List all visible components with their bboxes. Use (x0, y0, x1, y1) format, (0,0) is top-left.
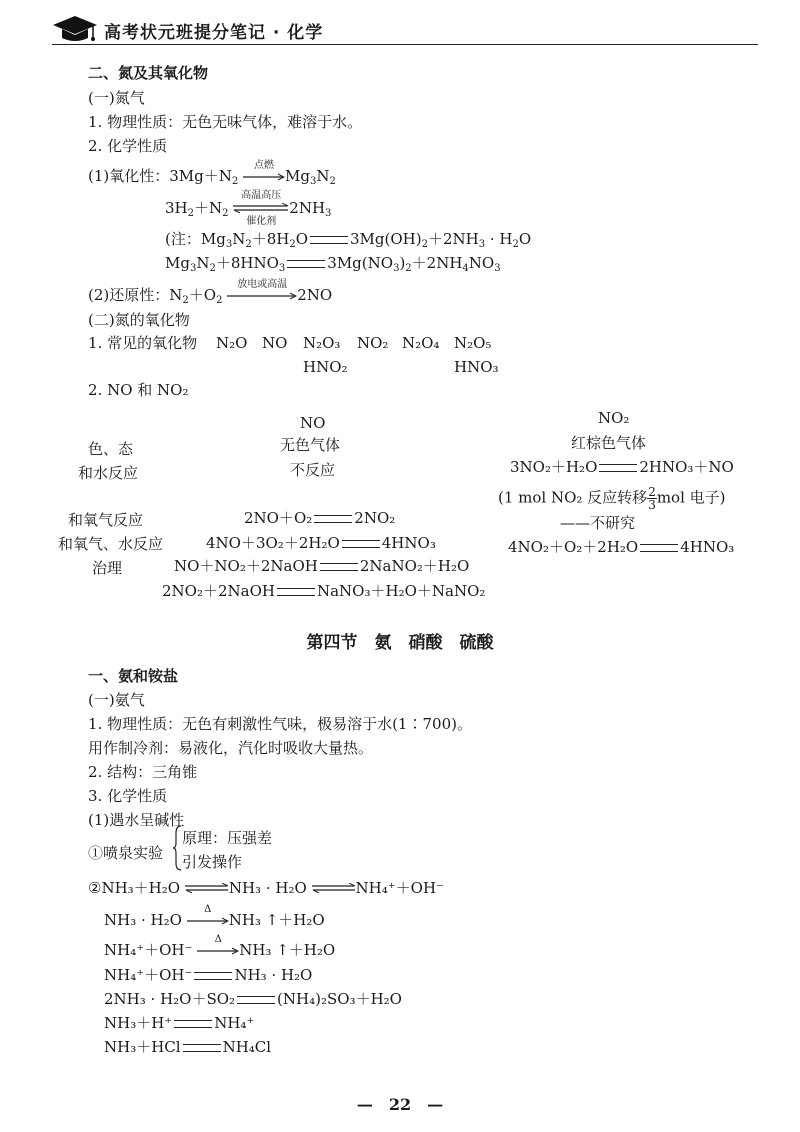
subheading: (二)氮的氧化物 (88, 311, 190, 329)
eq-text: 2NH (289, 199, 326, 217)
eq-text: ＋N (194, 199, 223, 217)
eq-text: NH₄⁺ (214, 1014, 255, 1032)
condition: 放电或高温 (237, 279, 288, 290)
eq-text: mol 电子) (656, 488, 726, 507)
eq-text: NH₃＋HCl (104, 1038, 181, 1056)
equals-sign (599, 464, 637, 472)
denominator: 3 (648, 498, 656, 512)
oxide: N₂O₅ (454, 334, 492, 352)
row-label: 和水反应 (78, 464, 139, 482)
oxide: N₂O (216, 334, 248, 352)
eq-text: 2NaNO₂＋H₂O (359, 557, 470, 575)
eq-text: O (518, 230, 532, 248)
eq-text: ) (399, 254, 406, 272)
cell (162, 582, 485, 600)
eq-text: N (232, 230, 246, 248)
paragraph: 1. 常见的氧化物 (88, 334, 198, 352)
paragraph: (1)遇水呈碱性 (88, 811, 185, 829)
eq-text: Mg (165, 254, 190, 272)
label: (1)氧化性： (88, 167, 170, 185)
equation-line: (1)氧化性：$3Mg+N_2$ 点燃 $Mg_3N_2$ (88, 160, 336, 187)
condition: Δ (214, 934, 222, 945)
reaction-arrow (187, 904, 229, 925)
col-header: NO (300, 414, 326, 432)
eq-text: 3Mg＋N (169, 167, 232, 185)
paragraph: 2. NO 和 NO₂ (88, 381, 189, 399)
eq-text: NH₄Cl (222, 1038, 272, 1056)
equation-line (104, 1014, 254, 1032)
equation-line: (2)还原性：$N_2+O_2$ 放电或高温 2NO (88, 279, 333, 306)
equals-sign (342, 540, 380, 548)
paragraph: ①喷泉实验 (88, 844, 164, 862)
cell (498, 486, 726, 511)
eq-text: NH₄⁺＋OH⁻ (104, 966, 193, 984)
eq-text: NH₃＋H⁺ (104, 1014, 173, 1032)
condition: Δ (204, 904, 212, 915)
eq-text: 4HNO₃ (381, 534, 436, 552)
paragraph: 引发操作 (182, 853, 243, 871)
eq-text: NH₃ ↑＋H₂O (228, 911, 325, 929)
section-heading: 一、氨和铵盐 (88, 667, 179, 685)
eq-text: NH₃ ↑＋H₂O (239, 941, 336, 959)
col-header: NO₂ (598, 409, 630, 427)
eq-text: Mg (285, 167, 311, 185)
reaction-arrow (227, 279, 297, 300)
equation-line (104, 990, 402, 1008)
oxide: N₂O₃ (303, 334, 341, 352)
eq-text: ②NH₃＋H₂O (88, 879, 181, 897)
eq-text: NH₃ · H₂O (228, 879, 307, 897)
header-title: 高考状元班提分笔记 · 化学 (104, 23, 324, 43)
acid: HNO₃ (454, 358, 499, 376)
eq-text: ＋2NH (427, 230, 479, 248)
equals-sign (183, 1044, 221, 1052)
equals-sign (640, 544, 678, 552)
eq-text: 2NH₃ · H₂O＋SO₂ (104, 990, 236, 1008)
reversible-arrow (185, 883, 229, 893)
graduation-cap-icon (52, 14, 98, 44)
eq-text: ＋2NH (411, 254, 463, 272)
eq-text: 2HNO₃＋NO (639, 458, 734, 476)
equals-sign (174, 1020, 212, 1028)
eq-text: ＋8H (251, 230, 290, 248)
brace-icon (172, 825, 182, 871)
eq-text: 3Mg(OH) (350, 230, 422, 248)
subheading: (一)氨气 (88, 691, 145, 709)
equals-sign (314, 515, 352, 523)
equation-line (88, 879, 444, 897)
eq-text: 2NO＋O₂ (244, 509, 313, 527)
fraction (647, 486, 657, 511)
oxide: NO₂ (357, 334, 389, 352)
eq-text: 4NO＋3O₂＋2H₂O (206, 534, 340, 552)
equation-line: $3H_2+N_2$ 高温高压 催化剂 $2NH_3$ (165, 190, 332, 227)
eq-text: ＋O (188, 286, 217, 304)
reversible-arrow (312, 883, 356, 893)
subheading: (一)氮气 (88, 89, 145, 107)
cell: 不反应 (290, 461, 336, 479)
equals-sign (310, 236, 348, 244)
condition: 点燃 (254, 160, 275, 171)
reaction-arrow (243, 160, 285, 181)
cell (244, 509, 395, 527)
eq-text: NO (468, 254, 495, 272)
eq-text: 2NO (297, 286, 333, 304)
eq-text: 2NO₂＋2NaOH (162, 582, 275, 600)
section-title: 第四节 氨 硝酸 硫酸 (306, 633, 494, 653)
eq-text: NH₄⁺＋OH⁻ (104, 941, 193, 959)
equation-line: $Mg_3N_2+8HNO_3$ $3Mg(NO_3)_2+2NH_4NO_3$ (165, 254, 501, 274)
row-label: 色、态 (88, 440, 134, 458)
equals-sign (320, 563, 358, 571)
eq-text: 3H (165, 199, 188, 217)
paragraph: 3. 化学性质 (88, 787, 168, 805)
paragraph: 原理：压强差 (182, 829, 273, 847)
eq-text: (2)还原性：N (88, 286, 183, 304)
equation-line: (注：$Mg_3N_2+8H_2O$ $3Mg(OH)_2+2NH_3 \cdot H_2O$ (165, 230, 532, 250)
cell (508, 538, 734, 556)
cell (510, 458, 734, 476)
cell (174, 557, 469, 575)
paragraph: 1. 物理性质：无色无味气体，难溶于水。 (88, 113, 363, 131)
oxide: N₂O₄ (402, 334, 440, 352)
cell: 无色气体 (280, 436, 341, 454)
eq-text: (NH₄)₂SO₃＋H₂O (277, 990, 402, 1008)
row-label: 治理 (92, 559, 123, 577)
equals-sign (277, 588, 315, 596)
numerator: 2 (648, 485, 656, 499)
reversible-arrow (233, 190, 289, 227)
reaction-arrow (197, 934, 239, 955)
eq-text: ＋8HNO (215, 254, 279, 272)
paragraph: 用作制冷剂：易液化，汽化时吸收大量热。 (88, 739, 374, 757)
eq-text: 3Mg(NO (327, 254, 394, 272)
cell (206, 534, 436, 552)
cell: ——不研究 (560, 514, 636, 532)
equation-line (104, 1038, 271, 1056)
eq-text: N (196, 254, 210, 272)
eq-text: (注：Mg (165, 230, 226, 248)
equation-line (104, 904, 325, 929)
eq-text: 3NO₂＋H₂O (510, 458, 598, 476)
eq-text: 4HNO₃ (680, 538, 735, 556)
eq-text: 2NO₂ (354, 509, 396, 527)
row-label: 和氧气、水反应 (58, 535, 164, 553)
paragraph: 1. 物理性质：无色有刺激性气味，极易溶于水(1∶700)。 (88, 715, 472, 733)
equals-sign (237, 996, 275, 1004)
eq-text: (1 mol NO₂ 反应转移 (498, 488, 648, 507)
header-rule (52, 44, 758, 45)
paragraph: 2. 结构：三角锥 (88, 763, 198, 781)
acid: HNO₂ (303, 358, 348, 376)
cell: 红棕色气体 (571, 434, 647, 452)
condition: 催化剂 (246, 216, 277, 227)
eq-text: NH₃ · H₂O (234, 966, 313, 984)
equals-sign (194, 972, 232, 980)
condition: 高温高压 (241, 190, 282, 201)
eq-text: · H (485, 230, 513, 248)
eq-text: NaNO₃＋H₂O＋NaNO₂ (316, 582, 486, 600)
row-label: 和氧气反应 (68, 511, 144, 529)
page-number: — 22 — (356, 1095, 444, 1114)
eq-text: O (295, 230, 309, 248)
eq-text: 4NO₂＋O₂＋2H₂O (508, 538, 639, 556)
oxide: NO (262, 334, 288, 352)
equation-line (104, 966, 312, 984)
section-heading: 二、氮及其氧化物 (88, 64, 209, 82)
equals-sign (287, 260, 325, 268)
eq-text: NH₃ · H₂O (104, 911, 182, 929)
equation-line (104, 934, 336, 959)
paragraph: 2. 化学性质 (88, 137, 168, 155)
eq-text: NH₄⁺＋OH⁻ (355, 879, 444, 897)
eq-text: NO＋NO₂＋2NaOH (174, 557, 318, 575)
